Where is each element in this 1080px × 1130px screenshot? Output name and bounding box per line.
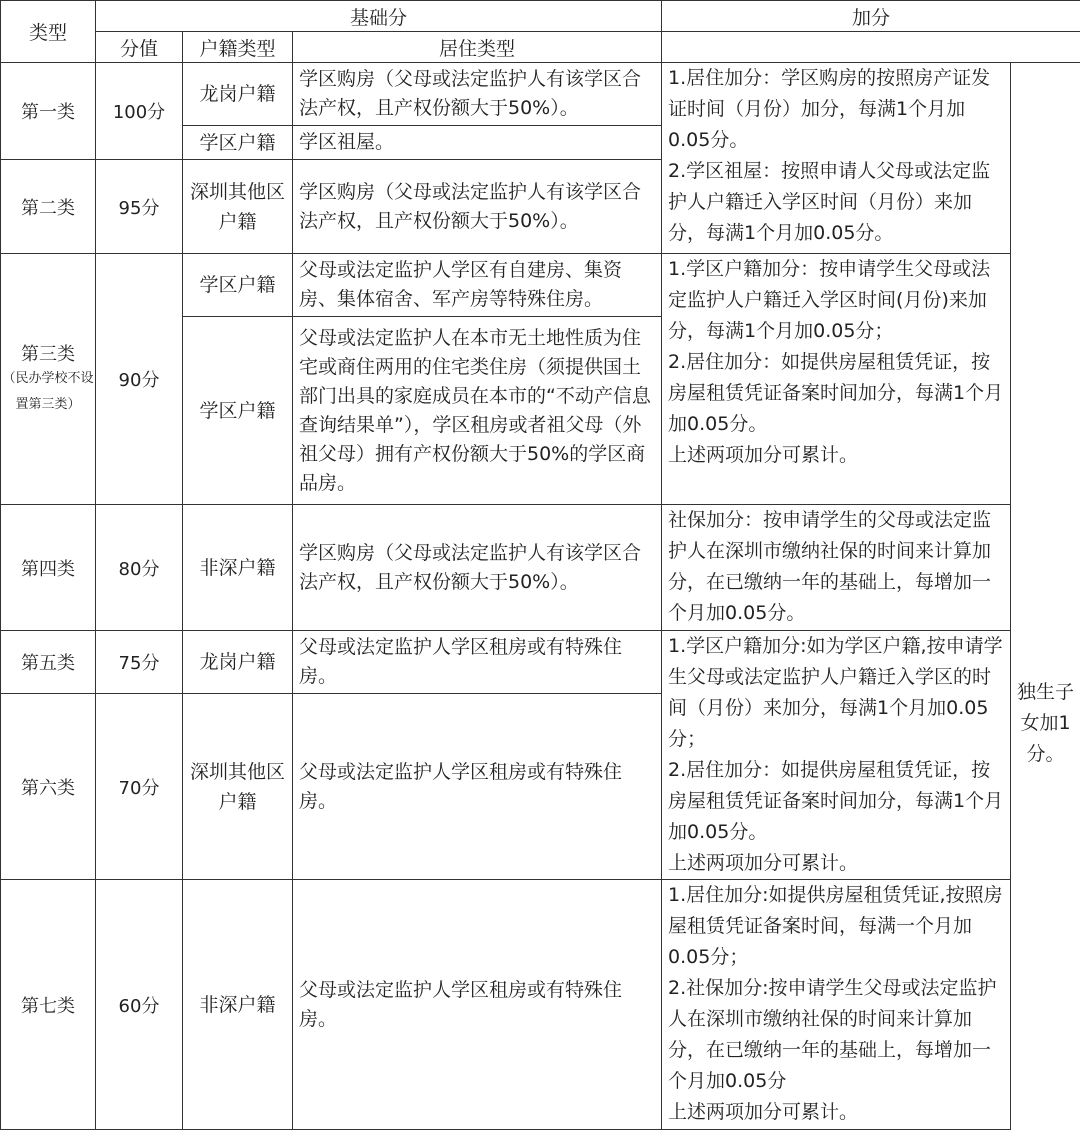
bonus-item: 2.居住加分：如提供房屋租赁凭证，按房屋租赁凭证备案时间加分，每满1个月加0.05分。 bbox=[668, 347, 1004, 440]
bonus-blank-top bbox=[1011, 63, 1080, 317]
header-bonus-blank bbox=[662, 32, 1080, 63]
row-type: 第四类 bbox=[1, 505, 96, 631]
row-type-note: （民办学校不设置第三类） bbox=[1, 366, 95, 418]
row-score: 95分 bbox=[96, 160, 183, 254]
row-score: 75分 bbox=[96, 631, 183, 694]
table-row bbox=[1, 505, 1080, 631]
bonus-cell-3 bbox=[662, 505, 1011, 631]
bonus-item: 1.学区户籍加分：按申请学生父母或法定监护人户籍迁入学区时间(月份)来加分，每满1个月加0.05分； bbox=[668, 254, 1004, 347]
row-residence: 父母或法定监护人在本市无土地性质为住宅或商住两用的住宅类住房（须提供国土部门出具的家庭成员在本市的“不动产信息查询结果单”），学区租房或者祖父母（外祖父母）拥有产权份额大于50%的学区商品房。 bbox=[293, 317, 662, 505]
row-hukou: 学区户籍 bbox=[183, 317, 293, 505]
row-residence: 学区购房（父母或法定监护人有该学区合法产权，且产权份额大于50%）。 bbox=[293, 63, 662, 126]
header-type: 类型 bbox=[1, 1, 96, 63]
bonus-item: 1.居住加分:如提供房屋租赁凭证,按照房屋租赁凭证备案时间，每满一个月加0.05分； bbox=[668, 880, 1004, 973]
bonus-item: 1.学区户籍加分:如为学区户籍,按申请学生父母或法定监护人户籍迁入学区的时间（月份）来加分，每满1个月加0.05分； bbox=[668, 631, 1004, 755]
row-residence: 父母或法定监护人学区租房或有特殊住房。 bbox=[293, 694, 662, 880]
row-type: 第六类 bbox=[1, 694, 96, 880]
row-score: 80分 bbox=[96, 505, 183, 631]
header-base: 基础分 bbox=[96, 1, 662, 32]
row-hukou: 学区户籍 bbox=[183, 254, 293, 317]
row-hukou: 深圳其他区户籍 bbox=[183, 160, 293, 254]
bonus-cell-1 bbox=[662, 63, 1011, 254]
row-type: 第一类 bbox=[1, 63, 96, 160]
bonus-item: 2.学区祖屋：按照申请人父母或法定监护人户籍迁入学区时间（月份）来加分，每满1个月加0.05分。 bbox=[668, 156, 1004, 249]
row-residence: 父母或法定监护人学区租房或有特殊住房。 bbox=[293, 631, 662, 694]
bonus-cell-4 bbox=[662, 631, 1011, 880]
row-type: 第五类 bbox=[1, 631, 96, 694]
row-residence: 父母或法定监护人学区租房或有特殊住房。 bbox=[293, 880, 662, 1130]
row-type-label: 第三类 bbox=[1, 340, 95, 366]
row-score: 60分 bbox=[96, 880, 183, 1130]
bonus-cell-2 bbox=[662, 254, 1011, 505]
bonus-item: 上述两项加分可累计。 bbox=[668, 1097, 1004, 1128]
row-type: 第二类 bbox=[1, 160, 96, 254]
bonus-item: 2.社保加分:按申请学生父母或法定监护人在深圳市缴纳社保的时间来计算加分，在已缴纳一年的基础上，每增加一个月加0.05分 bbox=[668, 973, 1004, 1097]
single-child-bonus: 独生子女加1分。 bbox=[1011, 317, 1080, 1130]
table-row bbox=[1, 631, 1080, 694]
row-score: 90分 bbox=[96, 254, 183, 505]
header-residence: 居住类型 bbox=[293, 32, 662, 63]
row-type: 第七类 bbox=[1, 880, 96, 1130]
row-hukou: 深圳其他区户籍 bbox=[183, 694, 293, 880]
row-hukou: 学区户籍 bbox=[183, 126, 293, 160]
bonus-item: 上述两项加分可累计。 bbox=[668, 848, 1004, 879]
bonus-item: 1.居住加分：学区购房的按照房产证发证时间（月份）加分，每满1个月加0.05分。 bbox=[668, 63, 1004, 156]
bonus-item: 2.居住加分：如提供房屋租赁凭证，按房屋租赁凭证备案时间加分，每满1个月加0.05分。 bbox=[668, 755, 1004, 848]
row-hukou: 龙岗户籍 bbox=[183, 631, 293, 694]
table-row bbox=[1, 254, 1080, 317]
row-hukou: 非深户籍 bbox=[183, 880, 293, 1130]
row-residence: 学区祖屋。 bbox=[293, 126, 662, 160]
table-row bbox=[1, 63, 1080, 126]
header-bonus: 加分 bbox=[662, 1, 1080, 32]
row-score: 70分 bbox=[96, 694, 183, 880]
row-type bbox=[1, 254, 96, 505]
row-score: 100分 bbox=[96, 63, 183, 160]
row-hukou: 龙岗户籍 bbox=[183, 63, 293, 126]
header-row-1 bbox=[1, 1, 1080, 32]
row-hukou: 非深户籍 bbox=[183, 505, 293, 631]
header-row-2 bbox=[1, 32, 1080, 63]
row-residence: 学区购房（父母或法定监护人有该学区合法产权，且产权份额大于50%）。 bbox=[293, 505, 662, 631]
row-residence: 学区购房（父母或法定监护人有该学区合法产权，且产权份额大于50%）。 bbox=[293, 160, 662, 254]
bonus-item: 上述两项加分可累计。 bbox=[668, 440, 1004, 471]
bonus-item: 社保加分：按申请学生的父母或法定监护人在深圳市缴纳社保的时间来计算加分，在已缴纳一年的基础上，每增加一个月加0.05分。 bbox=[668, 505, 1004, 629]
header-hukou: 户籍类型 bbox=[183, 32, 293, 63]
table-row bbox=[1, 880, 1080, 1130]
header-score: 分值 bbox=[96, 32, 183, 63]
row-residence: 父母或法定监护人学区有自建房、集资房、集体宿舍、军产房等特殊住房。 bbox=[293, 254, 662, 317]
bonus-cell-5 bbox=[662, 880, 1011, 1130]
